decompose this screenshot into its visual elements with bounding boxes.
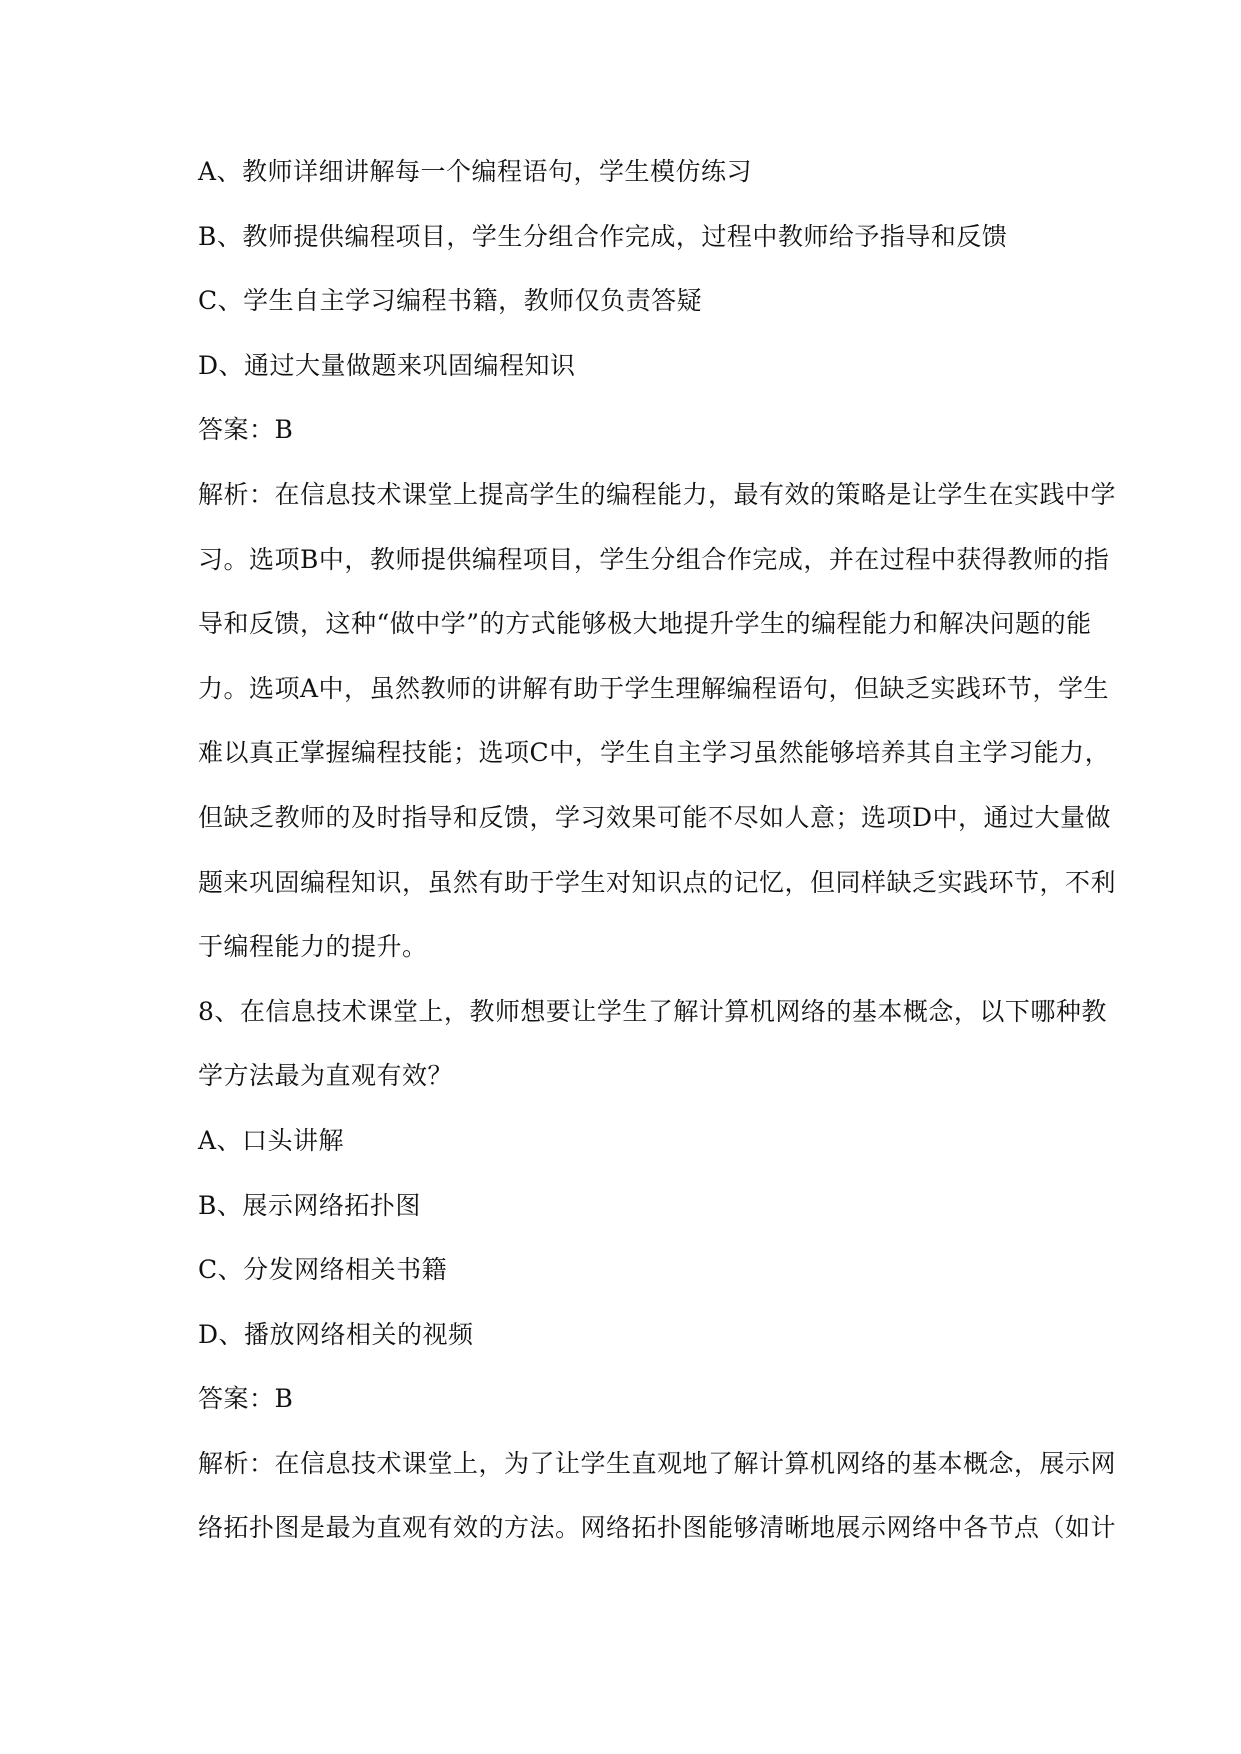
option-d: D、通过大量做题来巩固编程知识: [198, 350, 576, 380]
analysis-line: 络拓扑图是最为直观有效的方法。网络拓扑图能够清晰地展示网络中各节点（如计: [198, 1513, 1117, 1543]
analysis-line: 但缺乏教师的及时指导和反馈，学习效果可能不尽如人意；选项D中，通过大量做: [198, 802, 1112, 832]
option-a: A、口头讲解: [198, 1125, 345, 1155]
option-b: B、教师提供编程项目，学生分组合作完成，过程中教师给予指导和反馈: [198, 221, 1008, 251]
question-line: 学方法最为直观有效？: [198, 1061, 454, 1091]
analysis-7: [198, 463, 1117, 980]
question-8-options: [198, 1109, 1098, 1367]
document-content: [198, 140, 1117, 1561]
question-line: 8、在信息技术课堂上，教师想要让学生了解计算机网络的基本概念，以下哪种教: [198, 996, 1107, 1026]
option-a: A、教师详细讲解每一个编程语句，学生模仿练习: [198, 157, 753, 186]
analysis-line: 于编程能力的提升。: [198, 932, 428, 962]
question-7-options: [198, 140, 1098, 398]
analysis-8: [198, 1432, 1117, 1561]
question-8: [198, 980, 1107, 1109]
answer-7: 答案：B: [198, 415, 294, 445]
analysis-line: 习。选项B中，教师提供编程项目，学生分组合作完成，并在过程中获得教师的指: [198, 544, 1110, 574]
analysis-line: 导和反馈，这种“做中学”的方式能够极大地提升学生的编程能力和解决问题的能: [198, 609, 1092, 639]
option-c: C、学生自主学习编程书籍，教师仅负责答疑: [198, 286, 703, 316]
analysis-line: 解析：在信息技术课堂上，为了让学生直观地了解计算机网络的基本概念，展示网: [198, 1448, 1117, 1478]
analysis-line: 力。选项A中，虽然教师的讲解有助于学生理解编程语句，但缺乏实践环节，学生: [198, 673, 1110, 703]
option-b: B、展示网络拓扑图: [198, 1190, 421, 1220]
analysis-line: 难以真正掌握编程技能；选项C中，学生自主学习虽然能够培养其自主学习能力，: [198, 738, 1111, 768]
option-d: D、播放网络相关的视频: [198, 1319, 474, 1349]
answer-8: 答案：B: [198, 1384, 294, 1414]
option-c: C、分发网络相关书籍: [198, 1255, 448, 1285]
analysis-line: 解析：在信息技术课堂上提高学生的编程能力，最有效的策略是让学生在实践中学: [198, 479, 1117, 509]
analysis-line: 题来巩固编程知识，虽然有助于学生对知识点的记忆，但同样缺乏实践环节，不利: [198, 867, 1117, 897]
